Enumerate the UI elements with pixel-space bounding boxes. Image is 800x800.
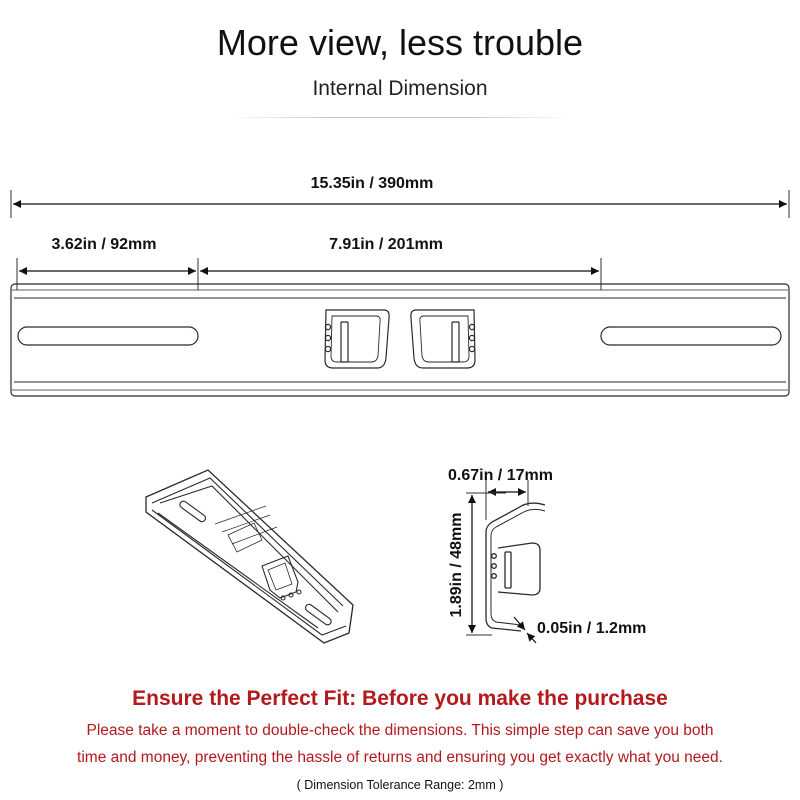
thickness-dimension bbox=[514, 617, 646, 643]
channel-height-dimension bbox=[448, 493, 506, 635]
slot-length-dimension bbox=[17, 236, 198, 290]
slot-spacing-label: 7.91in / 201mm bbox=[329, 236, 443, 253]
fit-message-line-1: Please take a moment to double-check the dimensions. This simple step can save you both bbox=[86, 722, 714, 739]
left-clip bbox=[325, 310, 389, 368]
total-length-label: 15.35in / 390mm bbox=[310, 175, 434, 192]
left-slot bbox=[18, 327, 198, 345]
total-length-dimension bbox=[11, 175, 789, 218]
bracket-top-view bbox=[11, 284, 789, 396]
bracket-perspective-view bbox=[146, 470, 353, 643]
channel-width-label: 0.67in / 17mm bbox=[448, 467, 553, 484]
fit-heading: Ensure the Perfect Fit: Before you make the purchase bbox=[132, 687, 668, 710]
channel-height-label: 1.89in / 48mm bbox=[448, 512, 465, 618]
right-slot bbox=[601, 327, 781, 345]
page-subtitle: Internal Dimension bbox=[312, 77, 488, 100]
fit-message-line-2: time and money, preventing the hassle of returns and ensuring you get exactly what you need. bbox=[77, 749, 723, 766]
slot-spacing-dimension bbox=[200, 236, 601, 290]
bracket-cross-section bbox=[486, 503, 545, 631]
right-clip bbox=[411, 310, 475, 368]
slot-length-label: 3.62in / 92mm bbox=[51, 236, 157, 253]
page-title: More view, less trouble bbox=[216, 22, 584, 63]
tolerance-note: ( Dimension Tolerance Range: 2mm ) bbox=[296, 778, 504, 792]
thickness-label: 0.05in / 1.2mm bbox=[537, 620, 647, 637]
